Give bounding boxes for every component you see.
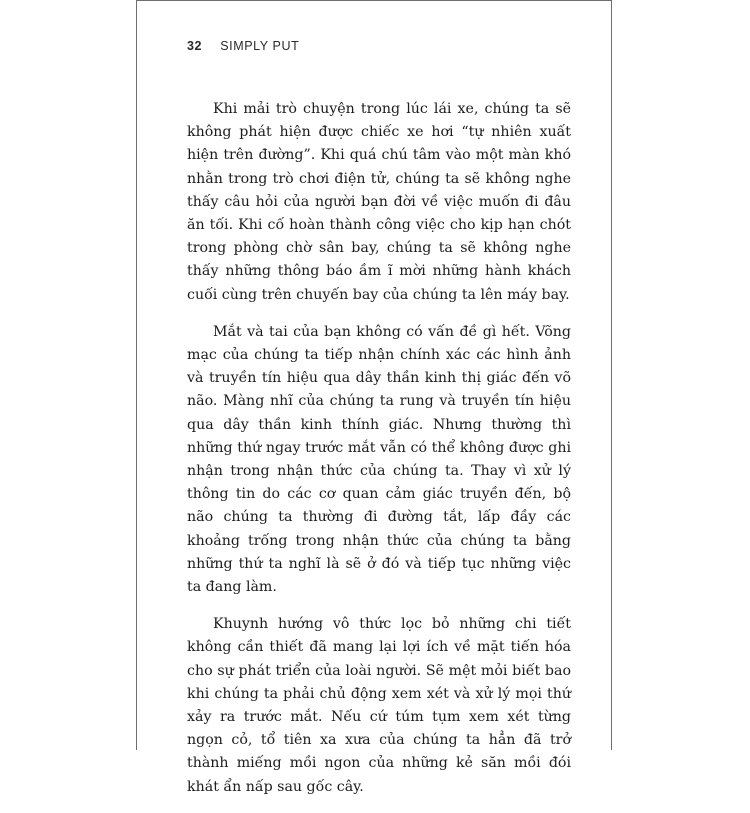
running-header — [187, 39, 299, 53]
book-title: SIMPLY PUT — [220, 39, 300, 53]
body-text — [187, 98, 571, 813]
book-page — [136, 0, 612, 795]
paragraph-3: Khuynh hướng vô thức lọc bỏ những chi tiết không cần thiết đã mang lại lợi ích về mặt tiến hóa cho sự phát triển của loài người. Sẽ mệt mỏi biết bao khi chúng ta phải chủ động xem xét và xử lý mọi thứ xảy ra trước mắt. Nếu cứ túm tụm xem xét từng ngọn cỏ, tổ tiên xa xưa của chúng ta hẳn đã trở thành miếng mồi ngon của những kẻ săn mồi đói khát ẩn nấp sau gốc cây. — [187, 616, 571, 795]
page-number: 32 — [187, 39, 203, 53]
paragraph-1: Khi mải trò chuyện trong lúc lái xe, chúng ta sẽ không phát hiện được chiếc xe hơi “tự nhiên xuất hiện trên đường”. Khi quá chú tâm vào một màn khó nhằn trong trò chơi điện tử, chúng ta sẽ không nghe thấy câu hỏi của người bạn đời về việc muốn đi đâu ăn tối. Khi cố hoàn thành công việc cho kịp hạn chót trong phòng chờ sân bay, chúng ta sẽ không nghe thấy những thông báo ầm ĩ mời những hành khách cuối cùng trên chuyến bay của chúng ta lên máy bay. — [187, 101, 571, 303]
paragraph-2: Mắt và tai của bạn không có vấn đề gì hết. Võng mạc của chúng ta tiếp nhận chính xác các hình ảnh và truyền tín hiệu qua dây thần kinh thị giác đến võ não. Màng nhĩ của chúng ta rung và truyền tín hiệu qua dây thần kinh thính giác. Nhưng thường thì những thứ ngay trước mắt vẫn có thể không được ghi nhận trong nhận thức của chúng ta. Thay vì xử lý thông tin do các cơ quan cảm giác truyền đến, bộ não chúng ta thường đi đường tắt, lấp đầy các khoảng trống trong nhận thức của chúng ta bằng những thứ ta nghĩ là sẽ ở đó và tiếp tục những việc ta đang làm. — [187, 323, 571, 596]
